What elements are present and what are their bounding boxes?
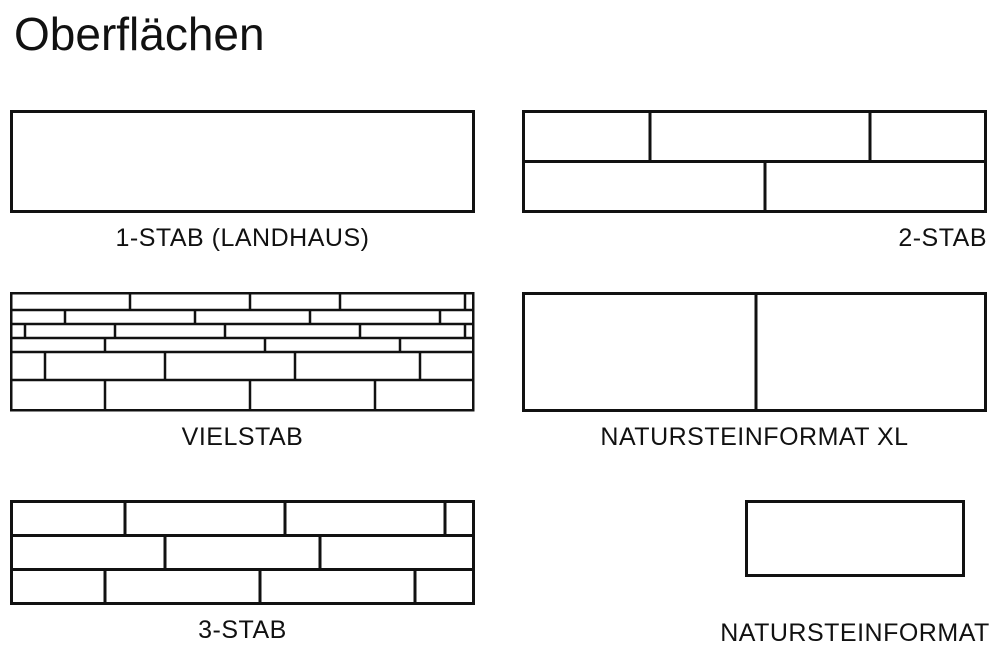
pattern-diagram-natursteinformat — [745, 500, 965, 577]
pattern-diagram-natursteinformat-xl — [522, 292, 987, 412]
pattern-label-vielstab: VIELSTAB — [181, 423, 304, 451]
pattern-diagram-2-stab — [522, 110, 987, 213]
pattern-3-stab — [10, 500, 475, 644]
pattern-diagram-3-stab — [10, 500, 475, 605]
pattern-label-3-stab: 3-STAB — [198, 616, 287, 644]
pattern-label-natursteinformat: NATURSTEINFORMAT — [720, 619, 990, 647]
pattern-1-stab-landhaus — [10, 110, 475, 252]
pattern-label-natursteinformat-xl: NATURSTEINFORMAT XL — [600, 423, 909, 451]
pattern-vielstab — [10, 292, 475, 451]
pattern-label-2-stab: 2-STAB — [898, 224, 987, 252]
pattern-diagram-vielstab — [10, 292, 475, 412]
pattern-label-1-stab-landhaus: 1-STAB (LANDHAUS) — [115, 224, 370, 252]
pattern-natursteinformat-xl — [522, 292, 987, 451]
pattern-diagram-1-stab-landhaus — [10, 110, 475, 213]
pattern-2-stab — [522, 110, 987, 252]
page-title: Oberflächen — [14, 8, 265, 60]
pattern-natursteinformat — [720, 500, 990, 647]
